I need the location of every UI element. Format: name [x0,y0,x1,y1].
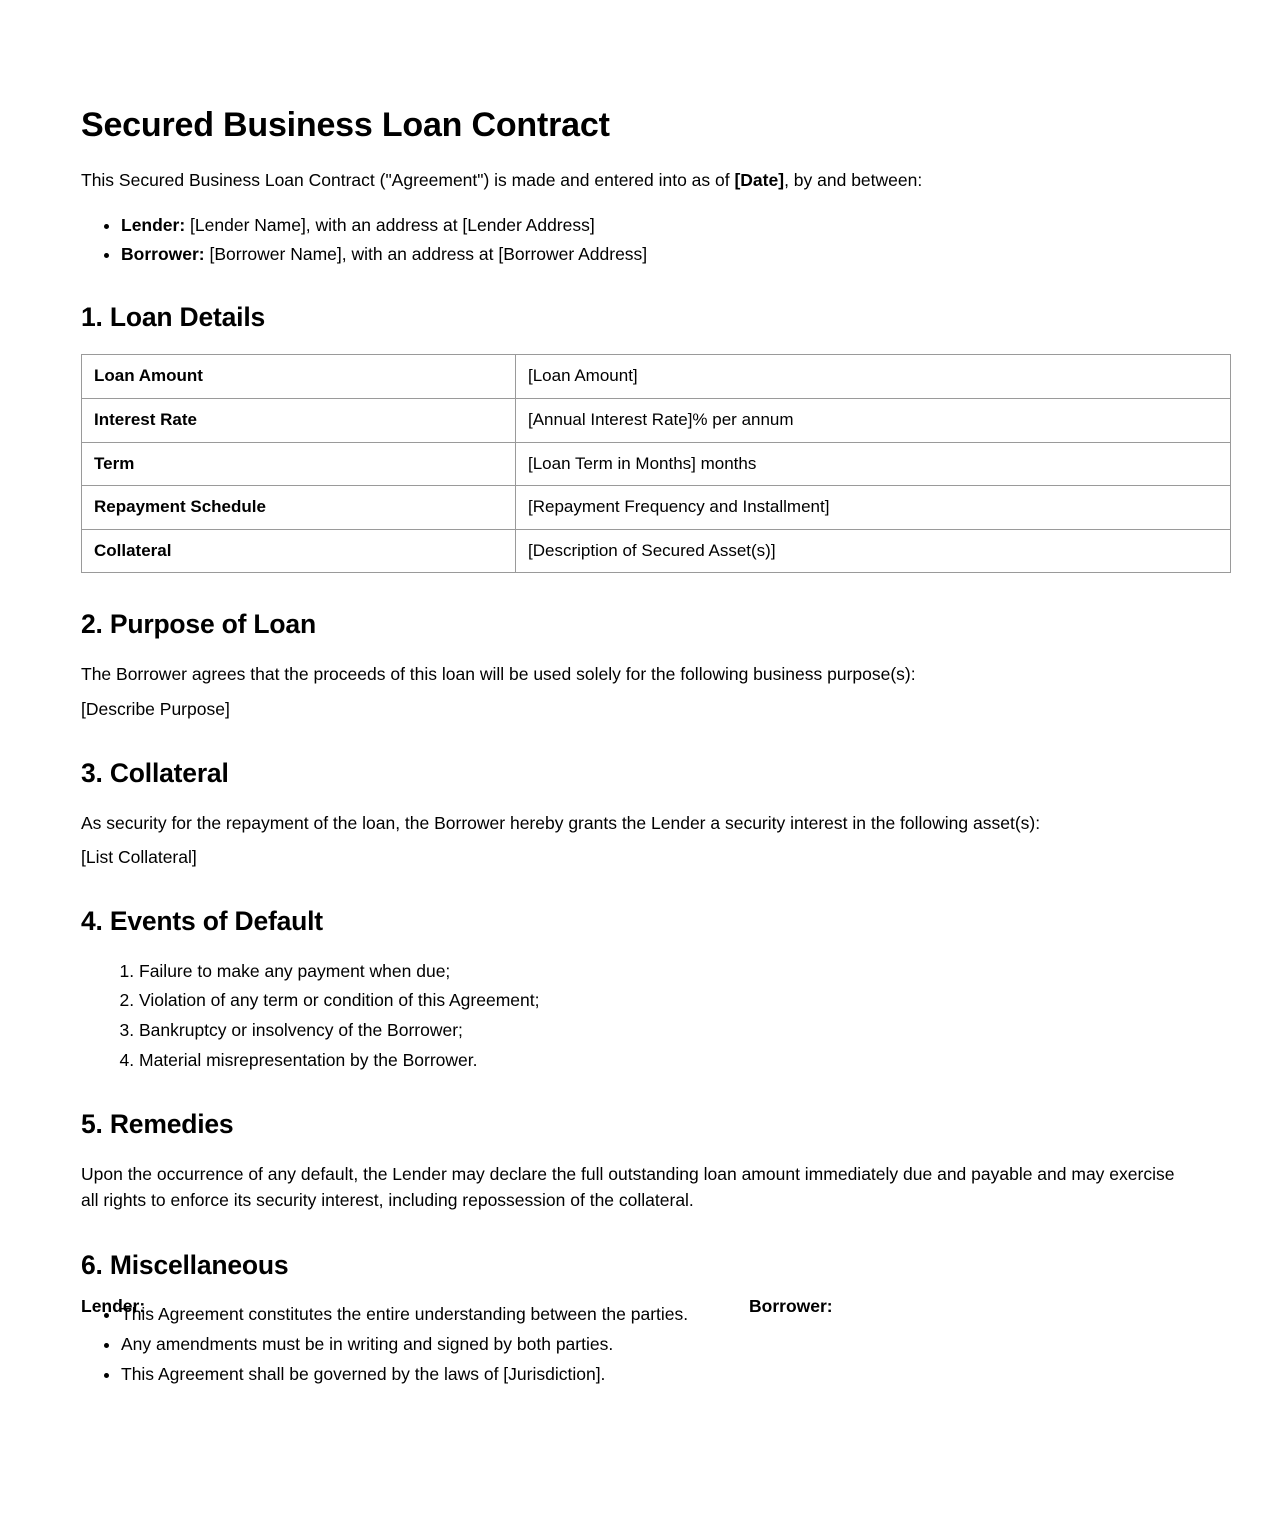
list-item-borrower [121,241,1182,268]
signature-borrower-label: Borrower: [749,1296,833,1316]
section-heading-remedies: 5. Remedies [81,1109,234,1140]
section-events-of-default [81,906,1182,1073]
table-cell-value: [Loan Amount] [516,355,1231,399]
remedies-paragraph: Upon the occurrence of any default, the Lender may declare the full outstanding loan amount immediately due and payable and may exercise all rights to enforce its security interest, including repossession of the collateral. [81,1164,1175,1211]
table-cell-value: [Repayment Frequency and Installment] [516,486,1231,530]
list-item: 1. Failure to make any payment when due; [139,958,1182,985]
table-cell-value: [Description of Secured Asset(s)] [516,529,1231,573]
loan-details-table [81,354,1231,573]
parties-list [81,212,1182,268]
table-row [82,398,1231,442]
list-item: • This Agreement constitutes the entire understanding between the parties. [121,1301,1182,1328]
lender-value: [Lender Name], with an address at [Lender Address] [185,215,595,236]
section-heading-loan-details: 1. Loan Details [81,302,266,333]
borrower-value: [Borrower Name], with an address at [Borrower Address] [204,244,648,265]
list-item: 3. Bankruptcy or insolvency of the Borrower; [139,1017,1182,1044]
table-cell-value: [Annual Interest Rate]% per annum [516,398,1231,442]
section-heading-miscellaneous: 6. Miscellaneous [81,1249,289,1280]
list-item-lender [121,212,1182,239]
intro-paragraph [81,167,1182,194]
collateral-paragraph: As security for the repayment of the loan, the Borrower hereby grants the Lender a security interest in the following asset(s): [81,812,1041,833]
table-cell-key: Loan Amount [82,355,516,399]
list-item: • This Agreement shall be governed by the laws of [Jurisdiction]. [121,1361,1182,1388]
list-item: 4. Material misrepresentation by the Borrower. [139,1047,1182,1074]
section-heading-collateral: 3. Collateral [81,757,229,788]
list-item: • Any amendments must be in writing and signed by both parties. [121,1331,1182,1358]
table-cell-key: Repayment Schedule [82,486,516,530]
page-title: Secured Business Loan Contract [81,106,610,144]
intro-text-after-date: , by and between: [784,170,923,191]
section-collateral [81,758,1182,870]
signature-lender-label: Lender: [81,1296,146,1316]
miscellaneous-list [81,1301,1182,1387]
table-row [82,442,1231,486]
section-heading-purpose: 2. Purpose of Loan [81,609,316,640]
table-row [82,529,1231,573]
purpose-paragraph: The Borrower agrees that the proceeds of this loan will be used solely for the following business purpose(s): [81,664,916,685]
list-item: 2. Violation of any term or condition of this Agreement; [139,987,1182,1014]
section-heading-events-of-default: 4. Events of Default [81,906,323,937]
table-row [82,355,1231,399]
events-of-default-list [81,958,1182,1073]
table-row [82,486,1231,530]
section-remedies [81,1109,1182,1213]
table-cell-value: [Loan Term in Months] months [516,442,1231,486]
intro-text-before-date: This Secured Business Loan Contract ("Agreement") is made and entered into as of [81,170,735,191]
lender-label: Lender: [121,215,186,236]
collateral-placeholder: [List Collateral] [81,846,197,867]
section-purpose-of-loan [81,609,1182,721]
borrower-label: Borrower: [121,244,205,265]
section-miscellaneous [81,1250,1182,1388]
table-cell-key: Collateral [82,529,516,573]
section-loan-details [81,302,1182,573]
date-placeholder: [Date] [734,170,785,191]
table-cell-key: Term [82,442,516,486]
table-cell-key: Interest Rate [82,398,516,442]
purpose-placeholder: [Describe Purpose] [81,698,230,719]
